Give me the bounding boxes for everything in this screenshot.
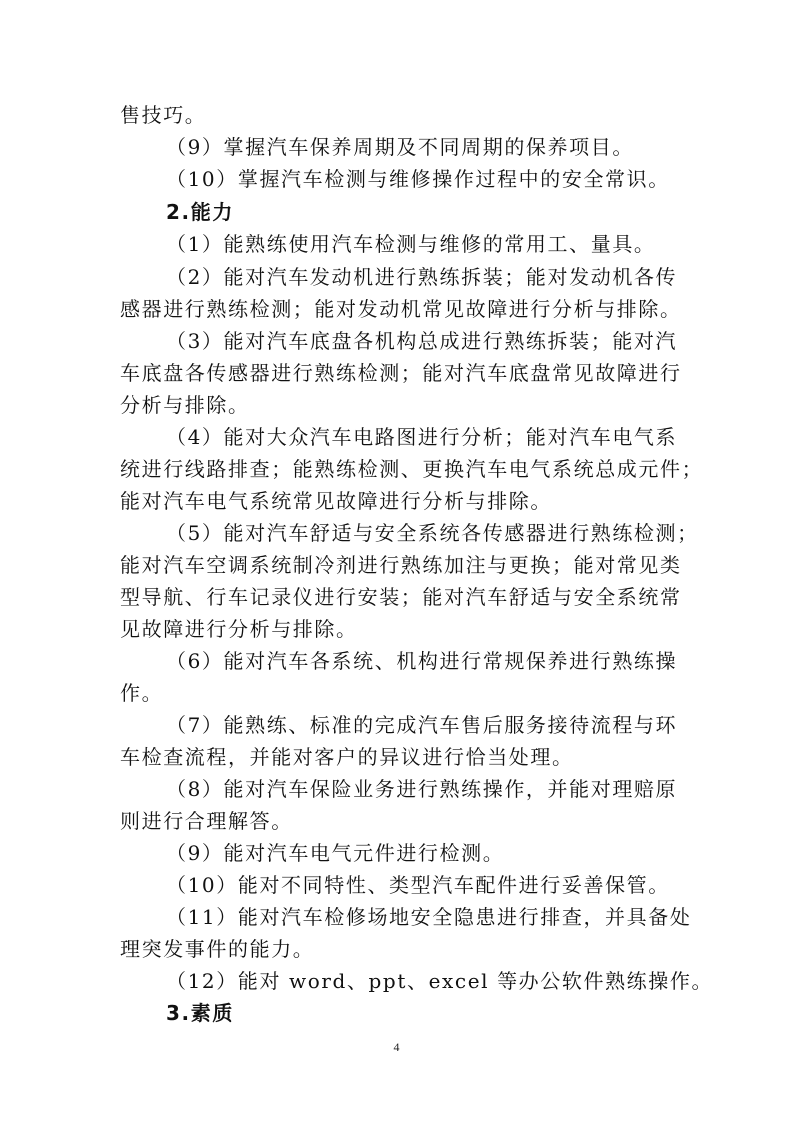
list-item: （6）能对汽车各系统、机构进行常规保养进行熟练操	[166, 649, 678, 673]
text-line: 则进行合理解答。	[120, 809, 293, 833]
list-item: （8）能对汽车保险业务进行熟练操作，并能对理赔原	[166, 777, 678, 801]
list-item: （9）能对汽车电气元件进行检测。	[166, 841, 505, 865]
list-item: （2）能对汽车发动机进行熟练拆装；能对发动机各传	[166, 265, 678, 289]
text-line: 车检查流程，并能对客户的异议进行恰当处理。	[120, 745, 574, 769]
page-number: 4	[393, 1040, 400, 1054]
section-heading: 3.素质	[166, 1001, 234, 1025]
text-line: 统进行线路排查；能熟练检测、更换汽车电气系统总成元件；	[120, 457, 704, 481]
text-line: 能对汽车电气系统常见故障进行分析与排除。	[120, 489, 552, 513]
list-item: （12）能对 word、ppt、excel 等办公软件熟练操作。	[166, 969, 714, 993]
text-line: 见故障进行分析与排除。	[120, 617, 358, 641]
text-line: 理突发事件的能力。	[120, 937, 315, 961]
list-item: （10）掌握汽车检测与维修操作过程中的安全常识。	[166, 167, 670, 191]
text-line: 感器进行熟练检测；能对发动机常见故障进行分析与排除。	[120, 297, 682, 321]
list-item: （3）能对汽车底盘各机构总成进行熟练拆装；能对汽	[166, 329, 678, 353]
list-item: （1）能熟练使用汽车检测与维修的常用工、量具。	[166, 232, 656, 256]
text-line: 售技巧。	[120, 103, 207, 127]
list-item: （11）能对汽车检修场地安全隐患进行排查，并具备处	[166, 905, 692, 929]
text-line: 作。	[120, 681, 164, 705]
text-line: 车底盘各传感器进行熟练检测；能对汽车底盘常见故障进行	[120, 361, 682, 385]
text-line: 分析与排除。	[120, 393, 250, 417]
section-heading: 2.能力	[166, 200, 234, 224]
list-item: （4）能对大众汽车电路图进行分析；能对汽车电气系	[166, 425, 678, 449]
list-item: （10）能对不同特性、类型汽车配件进行妥善保管。	[166, 873, 670, 897]
text-line: 型导航、行车记录仪进行安装；能对汽车舒适与安全系统常	[120, 585, 682, 609]
list-item: （7）能熟练、标准的完成汽车售后服务接待流程与环	[166, 713, 678, 737]
list-item: （5）能对汽车舒适与安全系统各传感器进行熟练检测；	[166, 521, 699, 545]
list-item: （9）掌握汽车保养周期及不同周期的保养项目。	[166, 135, 634, 159]
text-line: 能对汽车空调系统制冷剂进行熟练加注与更换；能对常见类	[120, 553, 682, 577]
